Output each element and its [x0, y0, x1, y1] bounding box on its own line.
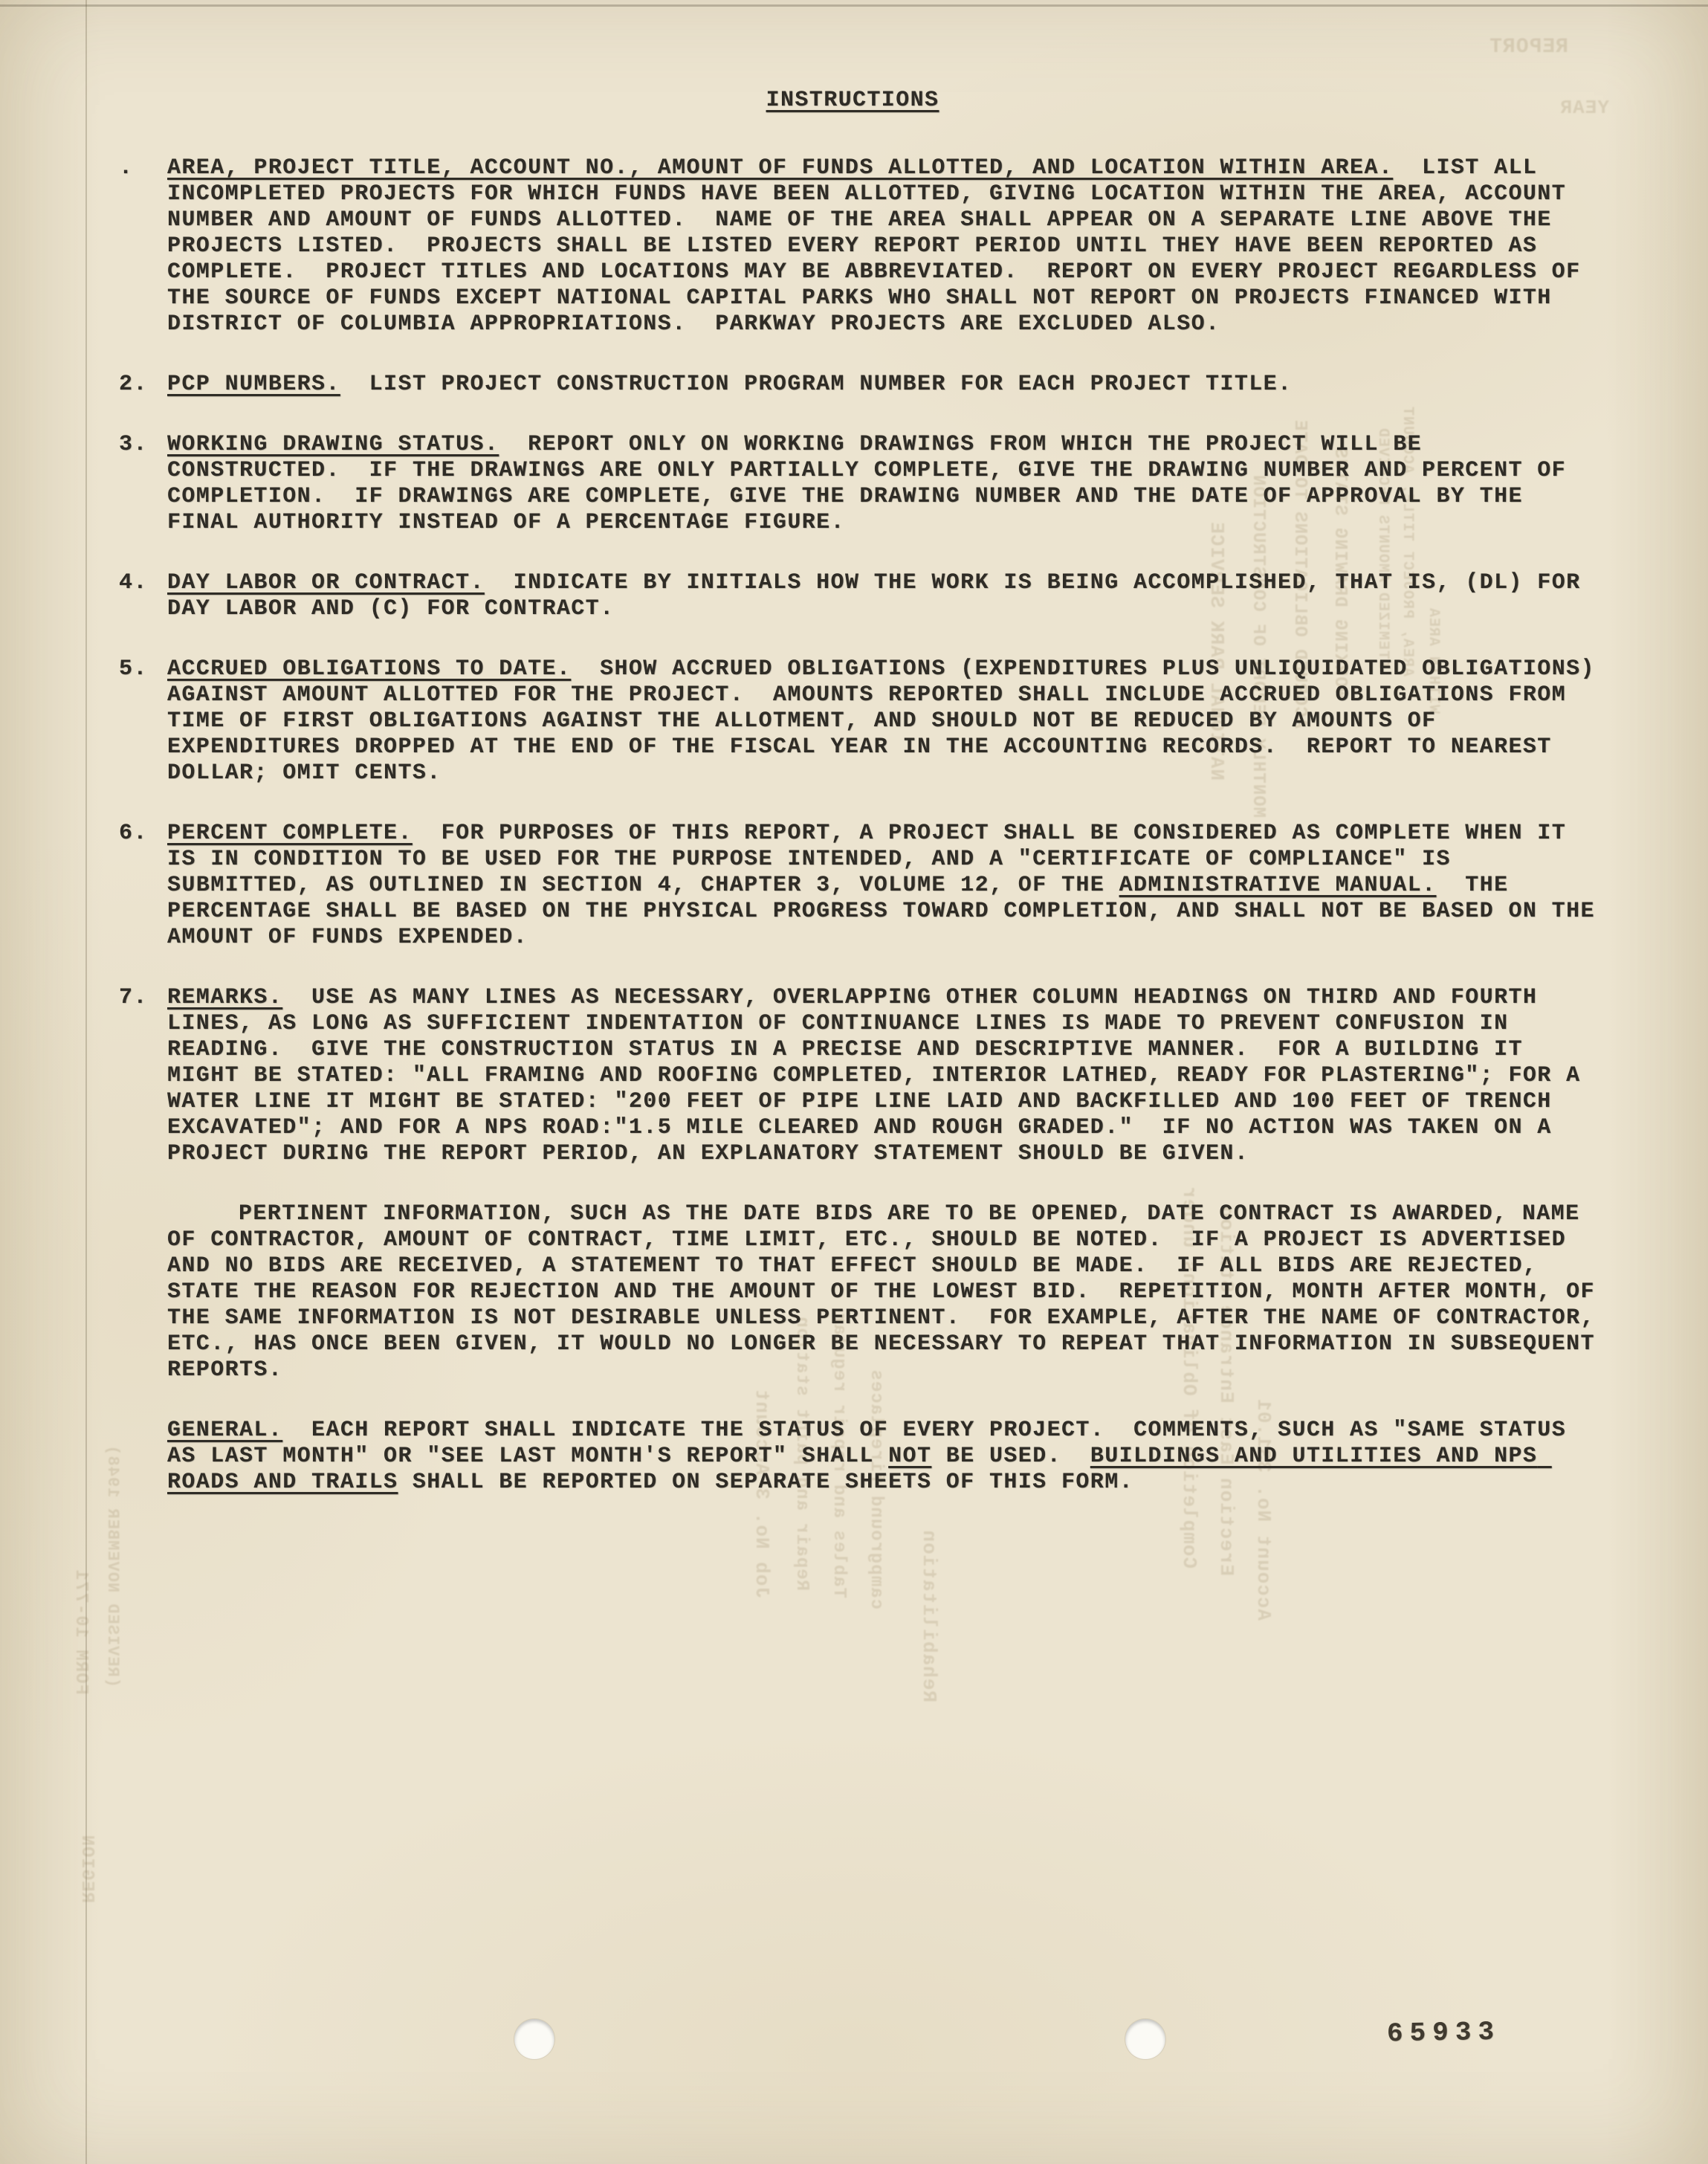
bleed-through-text: WORKING DRAWING STATUS — [1330, 447, 1350, 699]
bleed-through-text: WITHIN AREA — [1425, 607, 1442, 714]
instruction-item — [119, 656, 1610, 787]
item-text: PERTINENT INFORMATION, SUCH AS THE DATE BIDS ARE TO BE OPENED, DATE CONTRACT IS AWARDED, NAME OF CONTRACTOR, AMOUNT OF CONTRACT, TIME LIMIT, ETC., SHOULD BE NOTED. IF A PROJECT IS ADVERTISED AND NO BIDS ARE RECEIVED, A STATEMENT TO THAT EFFECT SHOULD BE MADE. IF ALL BIDS ARE REJECTED, STATE THE REASON FOR REJECTION AND THE AMOUNT OF THE LOWEST BID. REPETITION, MONTH AFTER MONTH, OF THE SAME INFORMATION IS NOT DESIRABLE UNLESS PERTINENT. FOR EXAMPLE, AFTER THE NAME OF CONTRACTOR, ETC., HAS ONCE BEEN GIVEN, IT WOULD NO LONGER BE NECESSARY TO REPEAT THAT INFORMATION IN SUBSEQUENT REPORTS. — [167, 1201, 1610, 1383]
instruction-item — [119, 432, 1609, 536]
item-text: GENERAL. EACH REPORT SHALL INDICATE THE STATUS OF EVERY PROJECT. COMMENTS, SUCH AS "SAME STATUS AS LAST MONTH" OR "SEE LAST MONTH'S REPORT" SHALL NOT BE USED. BUILDINGS AND UTILITIES AND NPS ROADS AND TRAILS SHALL BE REPORTED ON SEPARATE SHEETS OF THIS FORM. — [167, 1418, 1581, 1495]
bleed-through-text: FORM 10-771 — [71, 1569, 91, 1695]
bleed-through-text: AREA, PROJECT TITLE, ACCOUNT — [1399, 405, 1416, 676]
hole-punch-right — [1125, 2019, 1165, 2059]
instruction-item — [119, 570, 1609, 622]
bleed-through-text: NATIONAL PARK SERVICE — [1206, 521, 1228, 781]
serial-number: 65933 — [1386, 2016, 1501, 2050]
instruction-item — [167, 1418, 1609, 1496]
hole-punch-left — [514, 2019, 554, 2059]
instruction-item — [119, 821, 1610, 951]
bleed-through-text: ACCRUED OBLIGATIONS TO DATE — [1290, 419, 1310, 729]
item-number: 3. — [119, 432, 148, 457]
item-number: 6. — [119, 821, 148, 846]
bleed-through-text: campground fireplaces — [866, 1369, 886, 1609]
item-text: REMARKS. USE AS MANY LINES AS NECESSARY, OVERLAPPING OTHER COLUMN HEADINGS ON THIRD AND FOURTH LINES, AS LONG AS SUFFICIENT INDENTATION OF CONTINUANCE LINES IS MADE TO PREVENT CONFUSION IN READING. GIVE THE CONSTRUCTION STATUS IN A PRECISE AND DESCRIPTIVE MANNER. FOR A BUILDING IT MIGHT BE STATED: "ALL FRAMING AND ROOFING COMPLETED, INTERIOR LATHED, READY FOR PLASTERING"; FOR A WATER LINE IT MIGHT BE STATED: "200 FEET OF PIPE LINE LAID AND BACKFILLED AND 100 FEET OF TRENCH EXCAVATED"; AND FOR A NPS ROAD:"1.5 MILE CLEARED AND ROUGH GRADED." IF NO ACTION WAS TAKEN ON A PROJECT DURING THE REPORT PERIOD, AN EXPLANATORY STATEMENT SHOULD BE GIVEN. — [167, 985, 1595, 1166]
bleed-through-text: Tables and repair regular — [829, 1311, 849, 1598]
paper-top-edge — [0, 4, 1708, 7]
bleed-through-text: Repair and paint station — [792, 1316, 812, 1591]
item-text: ACCRUED OBLIGATIONS TO DATE. SHOW ACCRUED OBLIGATIONS (EXPENDITURES PLUS UNLIQUIDATED OBLIGATIONS) AGAINST AMOUNT ALLOTTED FOR THE PROJECT. AMOUNTS REPORTED SHALL INCLUDE ACCRUED OBLIGATIONS FROM TIME OF FIRST OBLIGATIONS AGAINST THE ALLOTMENT, AND SHOULD NOT BE REDUCED BY AMOUNTS OF EXPENDITURES DROPPED AT THE END OF THE FISCAL YEAR IN THE ACCOUNTING RECORDS. REPORT TO NEAREST DOLLAR; OMIT CENTS. — [167, 656, 1610, 786]
instructions-list — [119, 155, 1610, 1496]
item-number: 2. — [119, 372, 148, 397]
instruction-item — [119, 372, 1609, 398]
bleed-through-text: YEAR — [1559, 97, 1609, 119]
item-text: AREA, PROJECT TITLE, ACCOUNT NO., AMOUNT OF FUNDS ALLOTTED, AND LOCATION WITHIN AREA. LIST ALL INCOMPLETED PROJECTS FOR WHICH FUNDS HAVE BEEN ALLOTTED, GIVING LOCATION WITHIN THE AREA, ACCOUNT NUMBER AND AMOUNT OF FUNDS ALLOTTED. NAME OF THE AREA SHALL APPEAR ON A SEPARATE LINE ABOVE THE PROJECTS LISTED. PROJECTS SHALL BE LISTED EVERY REPORT PERIOD UNTIL THEY HAVE BEEN REPORTED AS COMPLETE. PROJECT TITLES AND LOCATIONS MAY BE ABBREVIATED. REPORT ON EVERY PROJECT REGARDLESS OF THE SOURCE OF FUNDS EXCEPT NATIONAL CAPITAL PARKS WHO SHALL NOT REPORT ON PROJECTS FINANCED WITH DISTRICT OF COLUMBIA APPROPRIATIONS. PARKWAY PROJECTS ARE EXCLUDED ALSO. — [167, 155, 1595, 337]
bleed-through-text: (REVISED NOVEMBER 1948) — [103, 1444, 122, 1687]
item-text: DAY LABOR OR CONTRACT. INDICATE BY INITIALS HOW THE WORK IS BEING ACCOMPLISHED, THAT IS, (DL) FOR DAY LABOR AND (C) FOR CONTRACT. — [167, 570, 1595, 621]
bleed-through-text: REGION — [77, 1834, 97, 1903]
instruction-item — [119, 155, 1609, 337]
item-number: 5. — [119, 656, 148, 682]
bleed-through-text: Account No. 331.01 — [1252, 1398, 1275, 1621]
bleed-through-text: REPORT — [1489, 36, 1568, 59]
instruction-item — [167, 1201, 1609, 1383]
document-content — [119, 88, 1610, 1530]
bleed-through-text: ITEMIZED AMOUNTS RECEIVED — [1374, 427, 1391, 669]
bleed-through-text: MONTHLY REPORT OF CONSTRUCTION — [1248, 474, 1268, 818]
item-text: PCP NUMBERS. LIST PROJECT CONSTRUCTION PROGRAM NUMBER FOR EACH PROJECT TITLE. — [167, 372, 1293, 397]
bleed-through-text: Job No. 3 Account — [751, 1388, 773, 1598]
instruction-item — [119, 985, 1609, 1167]
item-number: 7. — [119, 985, 148, 1010]
bleed-through-text: Erection East Entrance Station — [1215, 1205, 1238, 1576]
page-title: INSTRUCTIONS — [766, 88, 939, 113]
item-text: PERCENT COMPLETE. FOR PURPOSES OF THIS REPORT, A PROJECT SHALL BE CONSIDERED AS COMPLETE WHEN IT IS IN CONDITION TO BE USED FOR THE PURPOSE INTENDED, AND A "CERTIFICATE OF COMPLIANCE" IS SUBMITTED, AS OUTLINED IN SECTION 4, CHAPTER 3, VOLUME 12, OF THE ADMINISTRATIVE MANUAL. THE PERCENTAGE SHALL BE BASED ON THE PHYSICAL PROGRESS TOWARD COMPLETION, AND SHALL NOT BE BASED ON THE AMOUNT OF FUNDS EXPENDED. — [167, 821, 1610, 950]
bleed-through-text: Rehabilitation — [918, 1529, 940, 1702]
bleed-through-text: Completion of Obligations under — [1178, 1186, 1200, 1569]
item-number: 4. — [119, 570, 148, 595]
item-text: WORKING DRAWING STATUS. REPORT ONLY ON WORKING DRAWINGS FROM WHICH THE PROJECT WILL BE CONSTRUCTED. IF THE DRAWINGS ARE ONLY PARTIALLY COMPLETE, GIVE THE DRAWING NUMBER AND PERCENT OF COMPLETION. IF DRAWINGS ARE COMPLETE, GIVE THE DRAWING NUMBER AND THE DATE OF APPROVAL BY THE FINAL AUTHORITY INSTEAD OF A PERCENTAGE FIGURE. — [167, 432, 1581, 535]
item-number: . — [119, 155, 134, 181]
paper-left-crease — [85, 0, 87, 2164]
